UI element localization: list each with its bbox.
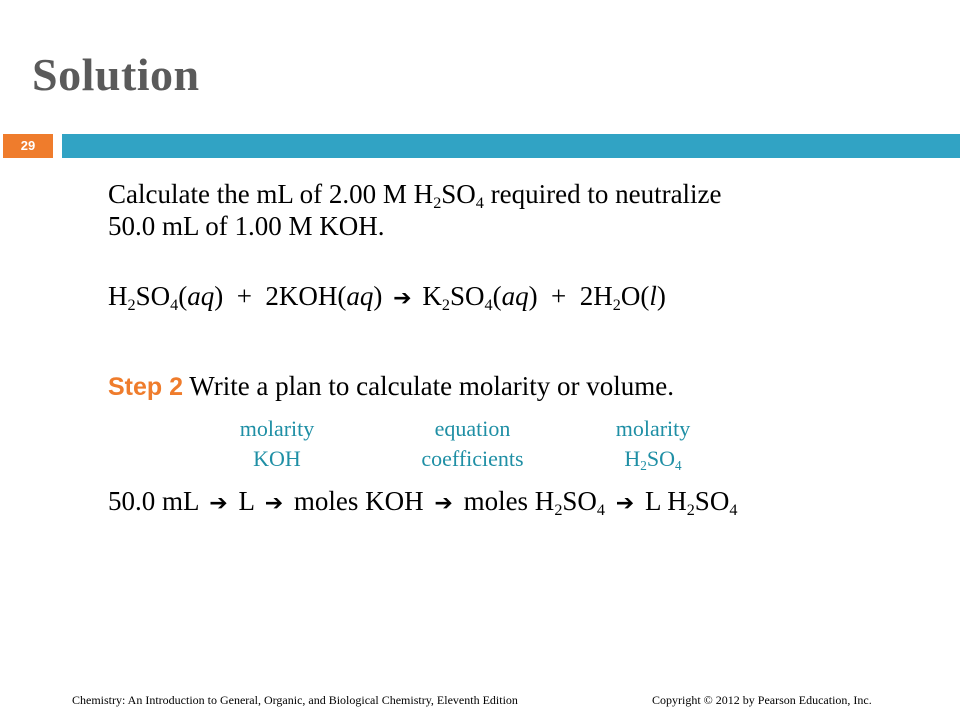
subscript: 4 <box>484 295 493 314</box>
step-label: Step 2 <box>108 373 184 401</box>
subscript: 2 <box>441 295 450 314</box>
subscript: 4 <box>675 457 682 473</box>
conversion-path <box>108 485 737 520</box>
equation-part: SO <box>135 281 171 311</box>
subscript: 2 <box>554 500 563 519</box>
conversion-label-equation-coefficients <box>400 414 545 474</box>
path-part: 50.0 mL <box>108 486 206 516</box>
conversion-label-molarity-koh <box>222 414 332 474</box>
subscript: 2 <box>612 295 621 314</box>
balanced-equation: $H_2SO_4(aq) + 2KOH(aq)$ ➔ $K_2SO_4(aq) + 2H_2O(l)$ <box>108 281 666 314</box>
path-part: L <box>231 486 261 516</box>
path-part: SO <box>694 486 730 516</box>
path-part: moles KOH <box>287 486 431 516</box>
arrow-icon: ➔ <box>393 286 412 311</box>
problem-line1-part: SO <box>441 179 476 209</box>
conversion-line: equation <box>434 416 511 441</box>
path-part: moles H <box>456 486 555 516</box>
equation-part: H <box>108 281 128 311</box>
conversion-line: molarity <box>239 416 315 441</box>
step-heading <box>108 370 674 403</box>
problem-line1-part: Calculate the mL of 2.00 M H <box>108 179 434 209</box>
conversion-line: KOH <box>253 446 301 471</box>
problem-line2: 50.0 mL of 1.00 M KOH. <box>108 211 385 241</box>
conversion-part: SO <box>646 446 675 471</box>
arrow-icon: ➔ <box>615 491 635 516</box>
conversion-line <box>598 444 708 474</box>
subscript: 2 <box>433 193 442 212</box>
slide-title: Solution <box>32 49 200 100</box>
footer-book-title: Chemistry: An Introduction to General, Organic, and Biological Chemistry, Eleventh Edition <box>72 693 518 707</box>
subscript: 2 <box>127 295 136 314</box>
slide-number: 29 <box>20 138 36 153</box>
subscript: 4 <box>729 500 738 519</box>
subscript: 4 <box>596 500 606 519</box>
subscript: 4 <box>475 193 484 212</box>
equation-part: SO <box>449 281 485 311</box>
problem-line1-part: required to neutralize <box>483 179 722 209</box>
header-accent-bar <box>62 134 960 158</box>
arrow-icon: ➔ <box>264 491 284 516</box>
conversion-part: H <box>624 446 641 471</box>
subscript: 2 <box>640 457 647 473</box>
path-part: L H <box>638 486 687 516</box>
arrow-icon: ➔ <box>209 491 228 516</box>
conversion-label-molarity-h2so4 <box>598 414 708 474</box>
problem-statement <box>108 178 722 242</box>
subscript: 4 <box>170 295 179 314</box>
conversion-line: coefficients <box>421 446 524 471</box>
conversion-line: molarity <box>615 416 691 441</box>
path-part: SO <box>562 486 597 516</box>
step-text: Write a plan to calculate molarity or volume. <box>183 371 675 401</box>
arrow-icon: ➔ <box>434 491 453 516</box>
footer-copyright: Copyright © 2012 by Pearson Education, Inc. <box>652 693 872 707</box>
subscript: 2 <box>686 500 695 519</box>
